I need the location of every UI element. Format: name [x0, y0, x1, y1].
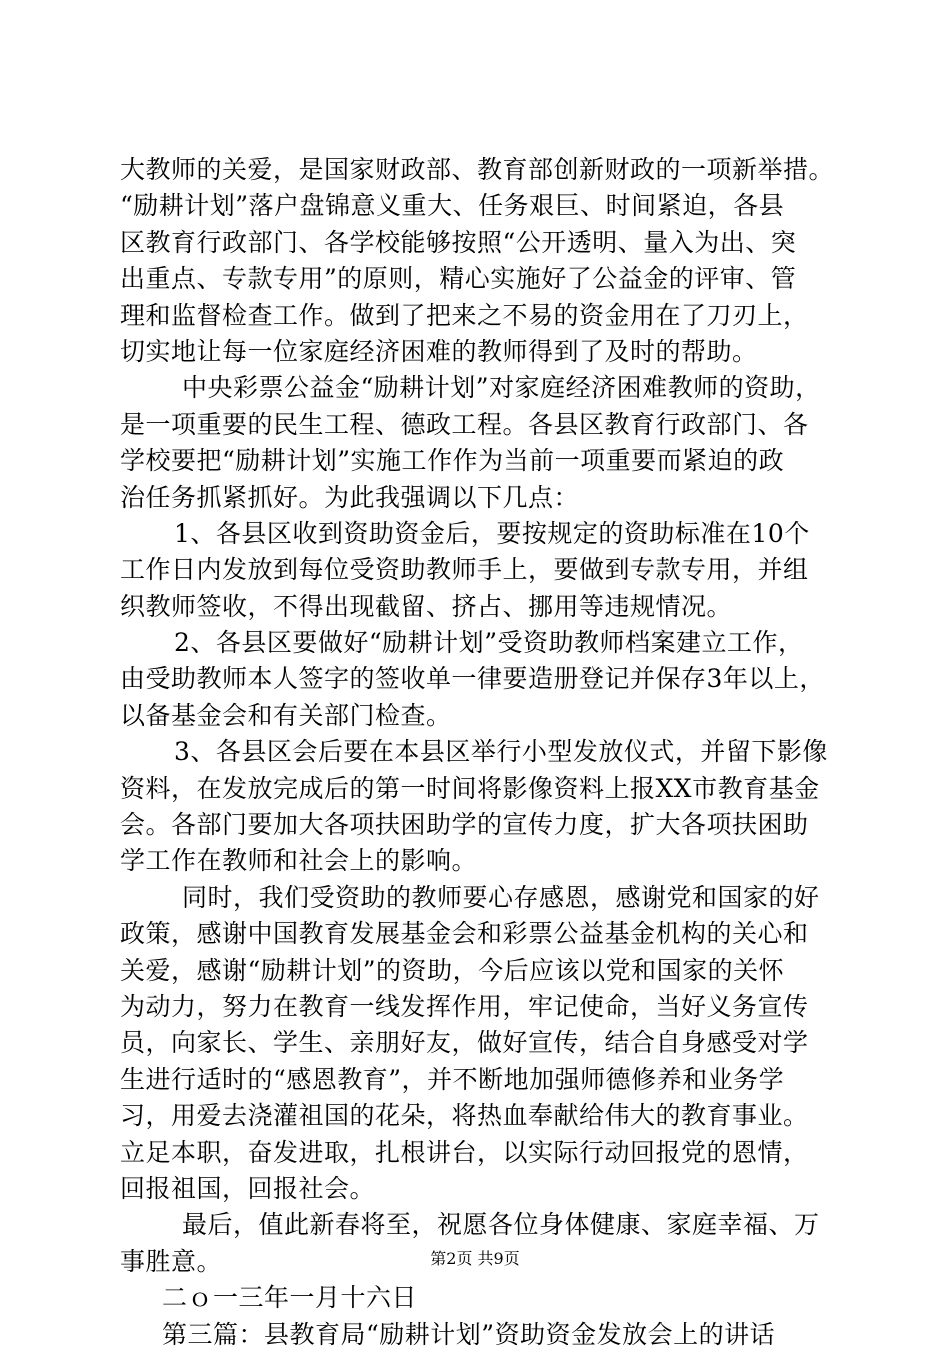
text-line: 为动力，努力在教育一线发挥作用，牢记使命，当好义务宣传: [120, 991, 809, 1021]
text-line: 出重点、专款专用”的原则，精心实施好了公益金的评审、管: [120, 264, 797, 294]
text-line: 学校要把“励耕计划”实施工作作为当前一项重要而紧迫的政: [120, 446, 785, 476]
section-heading: 第三篇：县教育局“励耕计划”资助资金发放会上的讲话: [162, 1319, 776, 1349]
page-number-footer: 第2页 共9页: [430, 1249, 520, 1268]
text-line: 以备基金会和有关部门检查。: [120, 700, 452, 730]
text-line: 工作日内发放到每位受资助教师手上，要做到专款专用，并组: [120, 555, 809, 585]
text-line: 理和监督检查工作。做到了把来之不易的资金用在了刀刃上，: [120, 300, 809, 330]
text-line: 员，向家长、学生、亲朋好友，做好宣传，结合自身感受对学: [120, 1028, 809, 1058]
text-line: 回报祖国，回报社会。: [120, 1173, 376, 1203]
text-line: 生进行适时的“感恩教育”，并不断地加强师德修养和业务学: [120, 1064, 785, 1094]
document-body: [120, 152, 840, 1353]
text-line: 由受助教师本人签字的签收单一律要造册登记并保存3年以上，: [120, 664, 825, 694]
date-line: 二ｏ一三年一月十六日: [162, 1283, 418, 1313]
text-line: 学工作在教师和社会上的影响。: [120, 846, 478, 876]
text-line: 织教师签收，不得出现截留、挤占、挪用等违规情况。: [120, 591, 733, 621]
text-line: 关爱，感谢“励耕计划”的资助，今后应该以党和国家的关怀: [120, 955, 785, 985]
list-item-1-line: 1、各县区收到资助资金后，要按规定的资助标准在10个: [174, 518, 810, 548]
paragraph-start-line: 同时，我们受资助的教师要心存感恩，感谢党和国家的好: [182, 882, 820, 912]
text-line: 区教育行政部门、各学校能够按照“公开透明、量入为出、突: [120, 227, 797, 257]
text-line: 治任务抓紧抓好。为此我强调以下几点：: [120, 482, 580, 512]
text-line: 资料，在发放完成后的第一时间将影像资料上报XX市教育基金: [120, 773, 820, 803]
text-line: 习，用爱去浇灌祖国的花朵，将热血奉献给伟大的教育事业。: [120, 1101, 809, 1131]
paragraph-start-line: 中央彩票公益金“励耕计划”对家庭经济困难教师的资助，: [182, 373, 821, 403]
list-item-3-line: 3、各县区会后要在本县区举行小型发放仪式，并留下影像: [174, 737, 828, 767]
text-line: “励耕计划”落户盘锦意义重大、任务艰巨、时间紧迫，各县: [120, 191, 785, 221]
text-line: 事胜意。: [120, 1246, 223, 1276]
paragraph-start-line: 最后，值此新春将至，祝愿各位身体健康、家庭幸福、万: [182, 1210, 820, 1240]
text-line: 切实地让每一位家庭经济困难的教师得到了及时的帮助。: [120, 336, 758, 366]
text-line: 立足本职，奋发进取，扎根讲台，以实际行动回报党的恩情，: [120, 1137, 809, 1167]
list-item-2-line: 2、各县区要做好“励耕计划”受资助教师档案建立工作，: [174, 628, 804, 658]
text-line: 是一项重要的民生工程、德政工程。各县区教育行政部门、各: [120, 409, 809, 439]
text-line: 政策，感谢中国教育发展基金会和彩票公益基金机构的关心和: [120, 919, 809, 949]
text-line: 会。各部门要加大各项扶困助学的宣传力度，扩大各项扶困助: [120, 810, 809, 840]
text-line: 大教师的关爱，是国家财政部、教育部创新财政的一项新举措。: [120, 155, 835, 184]
